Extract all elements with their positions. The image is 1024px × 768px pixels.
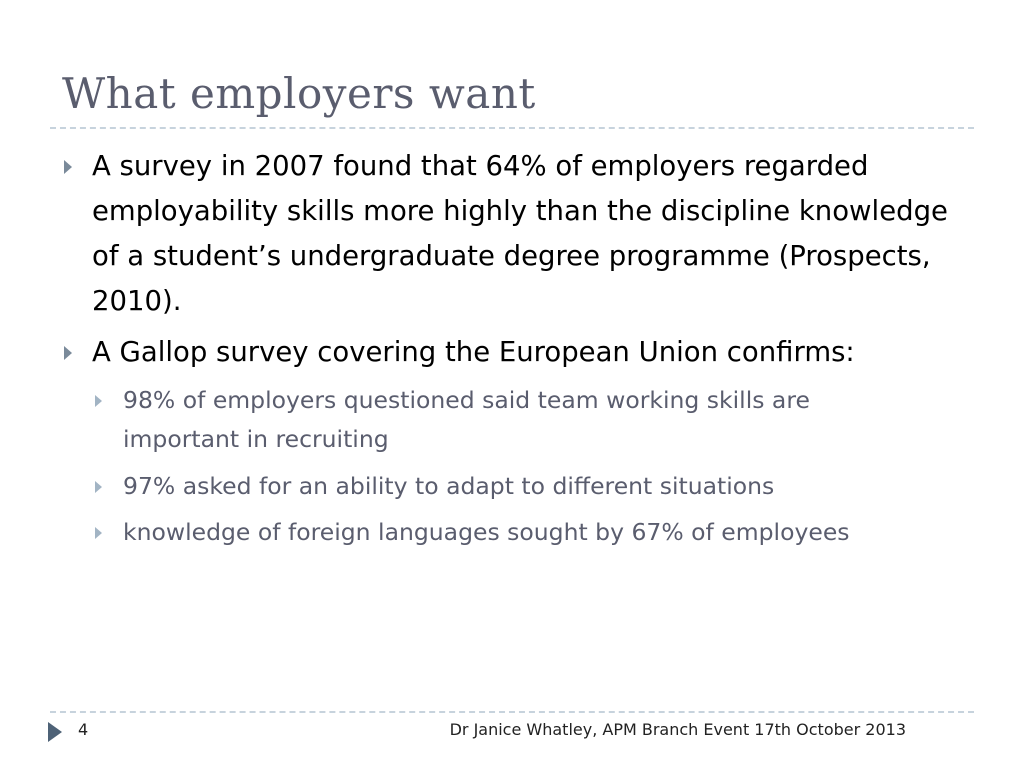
triangle-right-icon bbox=[48, 722, 62, 742]
sub-bullet-text: 98% of employers questioned said team working skills are important in recruiting bbox=[123, 386, 810, 453]
slide-number: 4 bbox=[78, 720, 89, 739]
sub-bullet-triangle-icon bbox=[95, 395, 102, 407]
title-divider bbox=[50, 127, 974, 129]
sub-bullet-triangle-icon bbox=[95, 481, 102, 493]
sub-bullet-text: knowledge of foreign languages sought by 67% of employees bbox=[123, 518, 850, 546]
footer-presenter-event: Dr Janice Whatley, APM Branch Event 17th October 2013 bbox=[449, 720, 906, 739]
bullet-text: A survey in 2007 found that 64% of employers regarded employability skills more highly than the discipline knowledge of a student’s undergraduate degree programme (Prospects, 2010). bbox=[92, 150, 948, 317]
slide-title: What employers want bbox=[62, 69, 536, 118]
sub-bullet-text: 97% asked for an ability to adapt to different situations bbox=[123, 472, 775, 500]
bullet-triangle-icon bbox=[64, 160, 72, 174]
footer-divider bbox=[50, 711, 974, 713]
bullet-text: A Gallop survey covering the European Union confirms: bbox=[92, 336, 855, 368]
sub-bullet-triangle-icon bbox=[95, 527, 102, 539]
bullet-triangle-icon bbox=[64, 346, 72, 360]
